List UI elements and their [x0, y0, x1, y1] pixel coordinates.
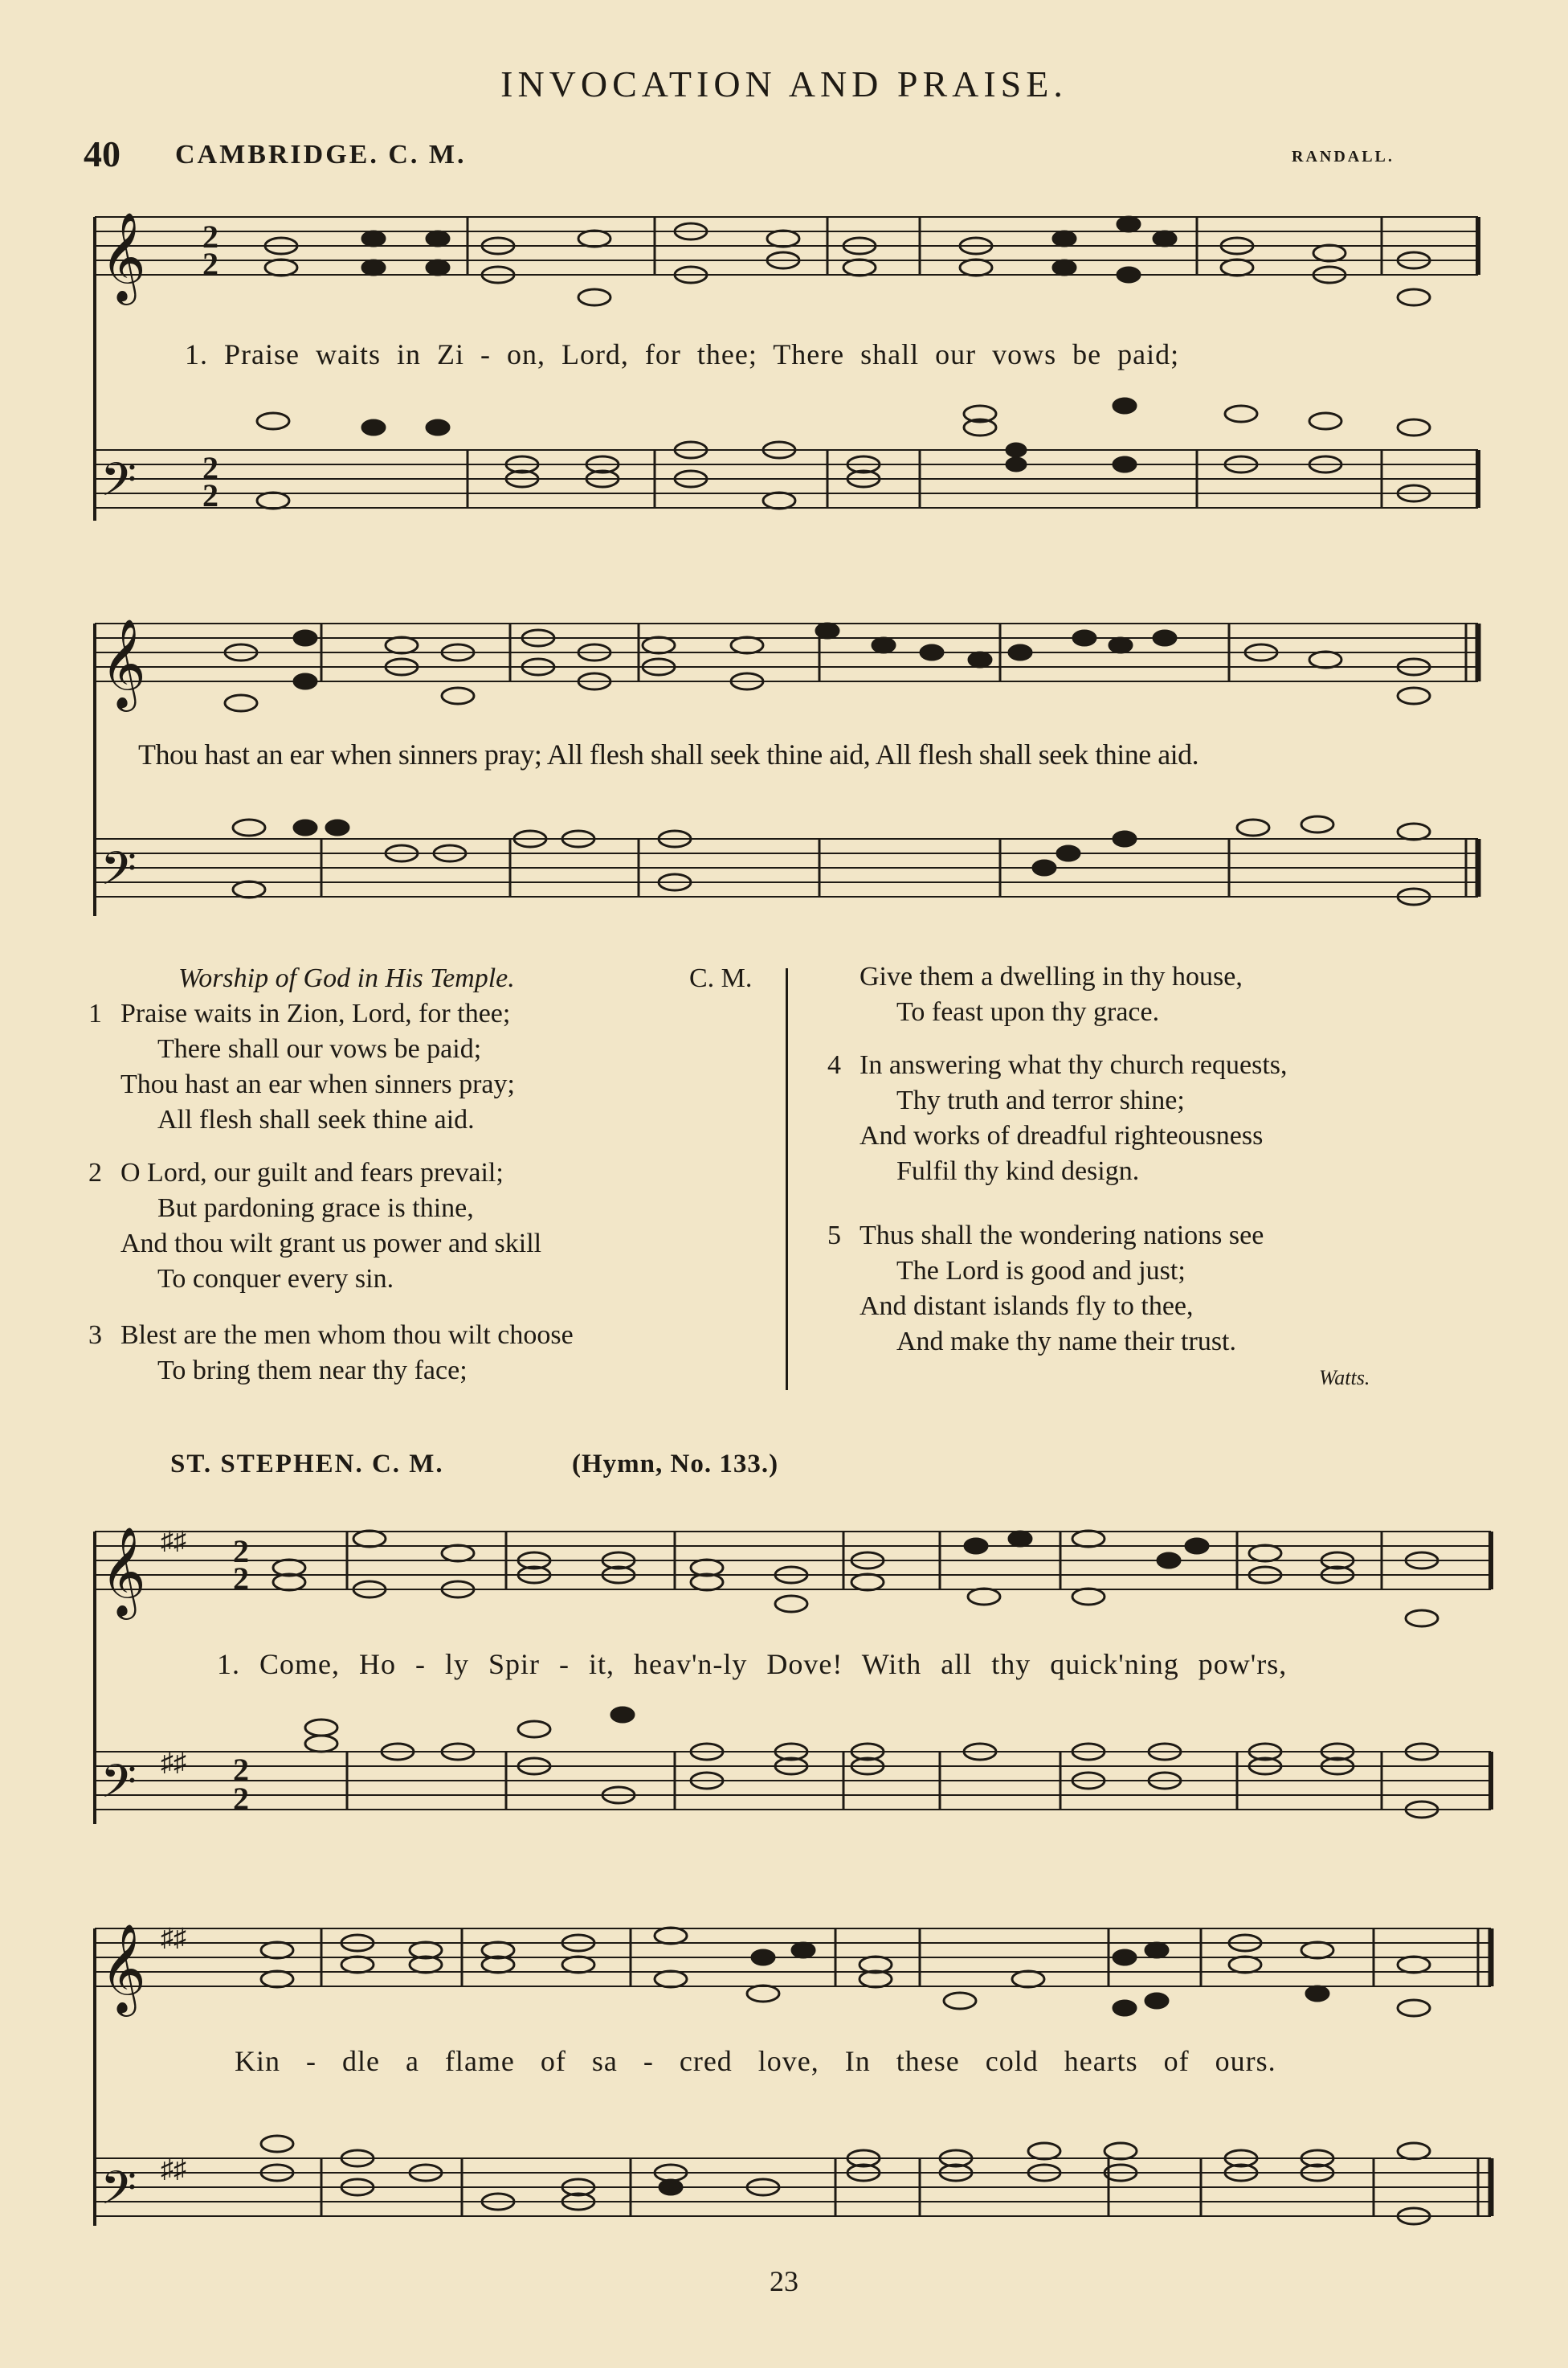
treble-clef-icon: 𝄞 — [100, 618, 146, 708]
stanza-line: To conquer every sin. — [157, 1264, 394, 1294]
hymn-number: 40 — [84, 133, 120, 174]
st-stephen-lyrics-line-1: 1. Come, Ho - ly Spir - it, heav'n-ly Dove! With all thy quick'ning pow'rs, — [217, 1648, 1288, 1680]
author-attribution: Watts. — [1319, 1366, 1370, 1389]
stanza-line: The Lord is good and just; — [896, 1256, 1186, 1286]
tune-title: CAMBRIDGE. C. M. — [175, 140, 467, 170]
stanza-line: Blest are the men whom thou wilt choose — [120, 1320, 574, 1350]
st-stephen-lyrics-line-2: Kin - dle a flame of sa - cred love, In these cold hearts of ours. — [235, 2045, 1276, 2077]
bass-clef-icon: 𝄢 — [100, 2161, 137, 2227]
stanza-line: And distant islands fly to thee, — [860, 1291, 1194, 1321]
stanza-number: 5 — [827, 1221, 841, 1250]
stanza-line: All flesh shall seek thine aid. — [157, 1105, 475, 1135]
svg-text:2: 2 — [233, 1560, 249, 1597]
svg-text:2: 2 — [202, 477, 218, 513]
stanza-line: Thou hast an ear when sinners pray; — [120, 1069, 515, 1099]
stanza-line: There shall our vows be paid; — [157, 1034, 482, 1064]
stanza-line: And make thy name their trust. — [896, 1327, 1237, 1356]
stanza-line: In answering what thy church requests, — [860, 1050, 1288, 1080]
page-number: 23 — [770, 2265, 798, 2297]
stanza-line: Praise waits in Zion, Lord, for thee; — [120, 999, 511, 1029]
bass-clef-icon: 𝄢 — [100, 1754, 137, 1820]
stanza-line: And thou wilt grant us power and skill — [120, 1229, 542, 1258]
svg-text:2: 2 — [233, 1533, 249, 1569]
text-title-name: Worship of God in His Temple. — [178, 963, 515, 993]
composer-name: RANDALL. — [1292, 148, 1394, 166]
text-meter: C. M. — [689, 963, 753, 993]
stanza-line: O Lord, our guilt and fears prevail; — [120, 1158, 504, 1188]
st-stephen-reference: (Hymn, No. 133.) — [572, 1450, 779, 1478]
sharp-icon: ♯♯ — [161, 1526, 186, 1555]
svg-text:2: 2 — [233, 1781, 249, 1817]
treble-clef-icon: 𝄞 — [100, 211, 146, 301]
section-title: INVOCATION AND PRAISE. — [500, 63, 1068, 104]
stanza-line: Thy truth and terror shine; — [896, 1086, 1185, 1115]
stanza-number: 3 — [88, 1320, 102, 1350]
bass-clef-icon: 𝄢 — [100, 841, 137, 907]
stanza-line: Fulfil thy kind design. — [896, 1156, 1140, 1186]
stanza-line: Give them a dwelling in thy house, — [860, 962, 1243, 992]
treble-clef-icon: 𝄞 — [100, 1526, 146, 1616]
sharp-icon: ♯♯ — [161, 1923, 186, 1952]
sharp-icon: ♯♯ — [161, 1748, 186, 1777]
treble-clef-icon: 𝄞 — [100, 1923, 146, 2013]
stanza-number: 2 — [88, 1158, 102, 1188]
cambridge-lyrics-line-2: Thou hast an ear when sinners pray; All flesh shall seek thine aid, All flesh shall seek thine aid. — [138, 738, 1199, 771]
st-stephen-title: ST. STEPHEN. C. M. — [170, 1450, 444, 1478]
stanza-line: Thus shall the wondering nations see — [860, 1221, 1264, 1250]
time-signature: 2 — [202, 219, 218, 255]
stanza-line: And works of dreadful righteousness — [860, 1121, 1264, 1151]
sharp-icon: ♯♯ — [161, 2154, 186, 2183]
svg-text:2: 2 — [233, 1752, 249, 1788]
stanza-number: 1 — [88, 999, 102, 1029]
bass-clef-icon: 𝄢 — [100, 452, 137, 518]
svg-text:2: 2 — [202, 450, 218, 486]
stanza-line: To bring them near thy face; — [157, 1356, 468, 1385]
stanza-line: To feast upon thy grace. — [896, 997, 1160, 1027]
stanza-number: 4 — [827, 1050, 841, 1080]
cambridge-lyrics-line-1: 1. Praise waits in Zi - on, Lord, for thee; There shall our vows be paid; — [185, 338, 1180, 370]
stanza-line: But pardoning grace is thine, — [157, 1193, 474, 1223]
svg-text:2: 2 — [202, 246, 218, 282]
